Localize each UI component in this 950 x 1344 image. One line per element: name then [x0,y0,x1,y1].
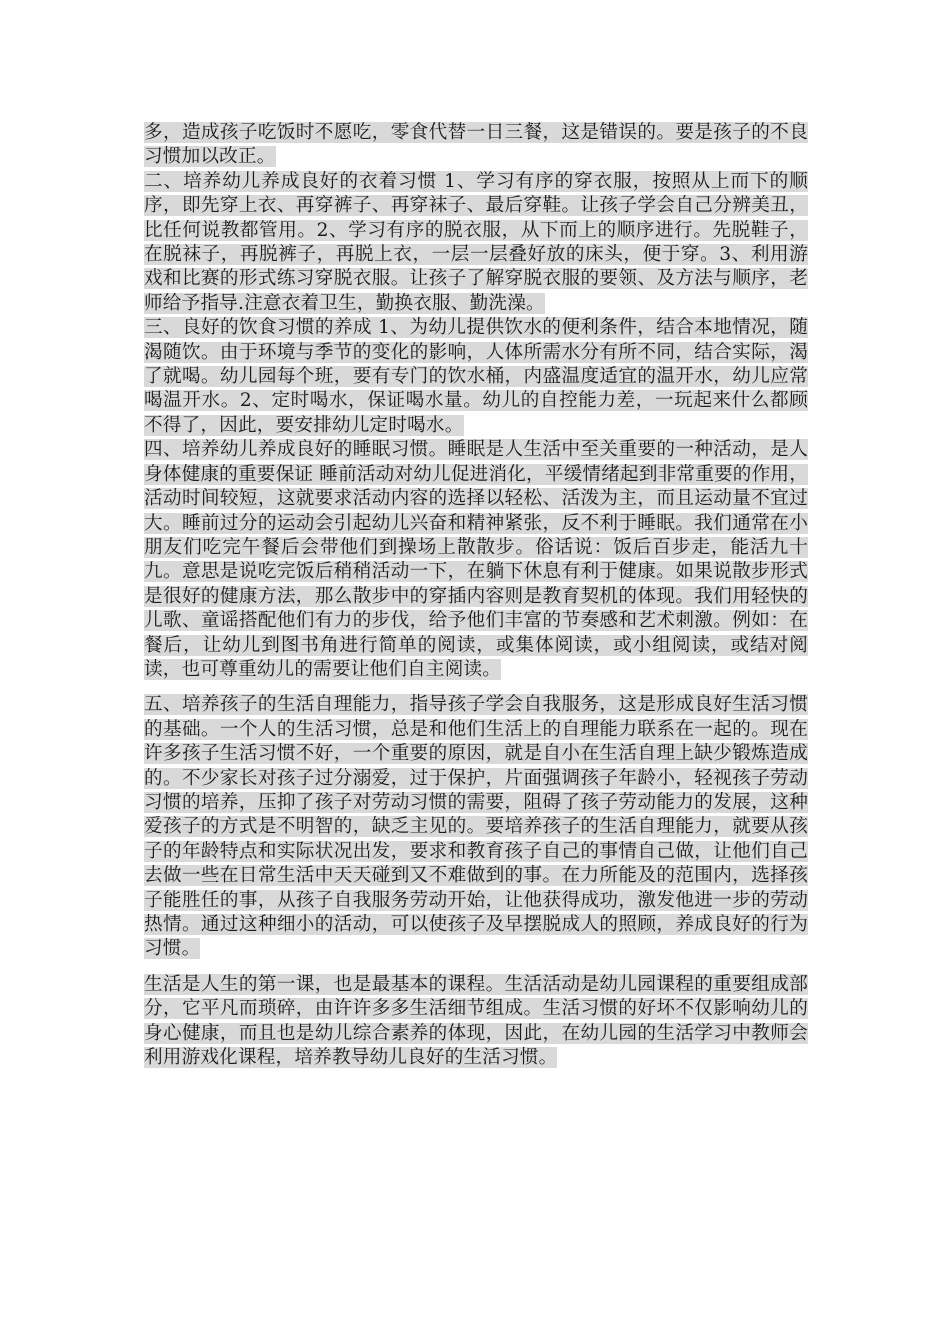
paragraph-text: 二、培养幼儿养成良好的衣着习惯 1、学习有序的穿衣服，按照从上而下的顺序，即先穿上衣、再穿裤子、再穿袜子、最后穿鞋。让孩子学会自己分辨美丑，比任何说教都管用。2、学习有序的脱衣服，从下而上的顺序进行。先脱鞋子，在脱袜子，再脱裤子，再脱上衣，一层一层叠好放的床头，便于穿。3、利用游戏和比赛的形式练习穿脱衣服。让孩子了解穿脱衣服的要领、及方法与顺序，老师给予指导.注意衣着卫生，勤换衣服、勤洗澡。 [144,170,808,314]
paragraph-sleep-habits [144,438,808,682]
paragraph-gap [144,962,808,973]
paragraph-self-care [144,693,808,961]
paragraph-conclusion [144,973,808,1071]
paragraph-text: 三、良好的饮食习惯的养成 1、为幼儿提供饮水的便利条件，结合本地情况，随渴随饮。由于环境与季节的变化的影响，人体所需水分有所不同，结合实际，渴了就喝。幼儿园每个班，要有专门的饮水桶，内盛温度适宜的温开水，幼儿应常喝温开水。2、定时喝水，保证喝水量。幼儿的自控能力差，一玩起来什么都顾不得了，因此，要安排幼儿定时喝水。 [144,317,808,436]
paragraph-clothing-habits [144,170,808,316]
paragraph-text: 四、培养幼儿养成良好的睡眠习惯。睡眠是人生活中至关重要的一种活动，是人身体健康的重要保证 睡前活动对幼儿促进消化，平缓情绪起到非常重要的作用，活动时间较短，这就要求活动内容的选择以轻松、活泼为主，而且运动量不宜过大。睡前过分的运动会引起幼儿兴奋和精神紧张，反不利于睡眠。我们通常在小朋友们吃完午餐后会带他们到操场上散散步。俗话说：饭后百步走，能活九十九。意思是说吃完饭后稍稍活动一下，在躺下休息有利于健康。如果说散步形式是很好的健康方法，那么散步中的穿插内容则是教育契机的体现。我们用轻快的儿歌、童谣搭配他们有力的步伐，给予他们丰富的节奏感和艺术刺激。例如：在餐后，让幼儿到图书角进行简单的阅读，或集体阅读，或小组阅读，或结对阅读，也可尊重幼儿的需要让他们自主阅读。 [144,439,808,680]
paragraph-eating-habits [144,316,808,438]
paragraph-continuation [144,121,808,170]
document-body [144,121,808,1070]
paragraph-text: 生活是人生的第一课，也是最基本的课程。生活活动是幼儿园课程的重要组成部分，它平凡而琐碎，由许许多多生活细节组成。生活习惯的好坏不仅影响幼儿的身心健康，而且也是幼儿综合素养的体现，因此，在幼儿园的生活学习中教师会利用游戏化课程，培养教导幼儿良好的生活习惯。 [144,973,808,1069]
paragraph-text: 五、培养孩子的生活自理能力，指导孩子学会自我服务，这是形成良好生活习惯的基础。一个人的生活习惯，总是和他们生活上的自理能力联系在一起的。现在许多孩子生活习惯不好，一个重要的原因，就是自小在生活自理上缺少锻炼造成的。不少家长对孩子过分溺爱，过于保护，片面强调孩子年龄小，轻视孩子劳动习惯的培养，压抑了孩子对劳动习惯的需要，阻碍了孩子劳动能力的发展，这种爱孩子的方式是不明智的，缺乏主见的。要培养孩子的生活自理能力，就要从孩子的年龄特点和实际状况出发，要求和教育孩子自己的事情自己做，让他们自己去做一些在日常生活中天天碰到又不难做到的事。在力所能及的范围内，选择孩子能胜任的事，从孩子自我服务劳动开始，让他获得成功，激发他进一步的劳动热情。通过这种细小的活动，可以使孩子及早摆脱成人的照顾，养成良好的行为习惯。 [144,694,808,960]
paragraph-gap [144,682,808,693]
paragraph-text: 多，造成孩子吃饭时不愿吃，零食代替一日三餐，这是错误的。要是孩子的不良习惯加以改正。 [144,122,808,168]
